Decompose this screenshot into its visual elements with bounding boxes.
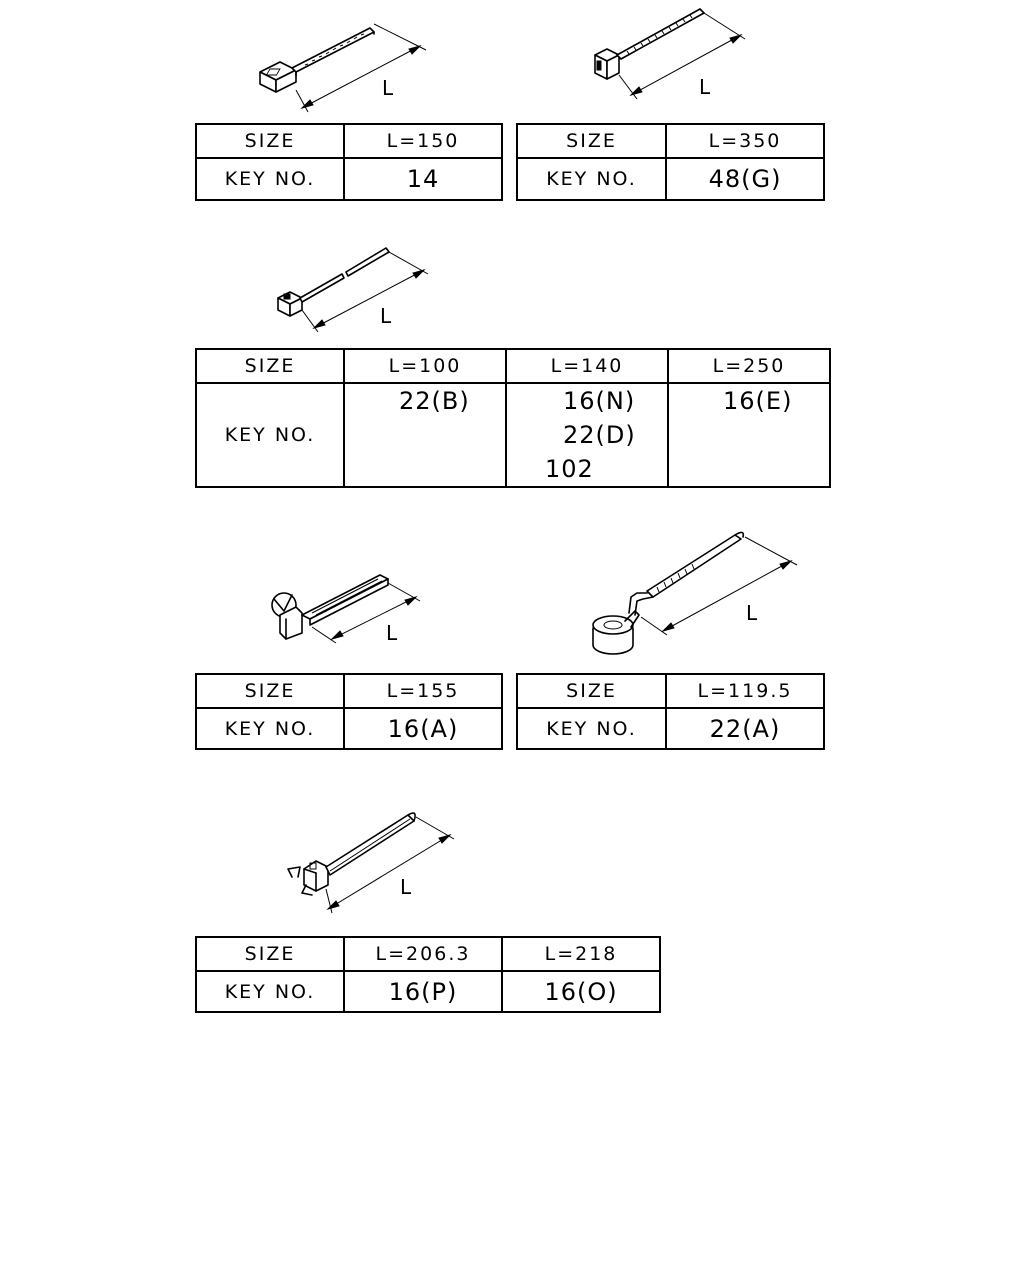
- key-no-value: 22(B): [399, 387, 470, 415]
- spec-table-4: [195, 673, 503, 750]
- size-value: L=350: [666, 124, 824, 158]
- size-value: L=119.5: [666, 674, 824, 708]
- cable-tie-drawing-3: [270, 240, 440, 340]
- spec-table-1: [195, 123, 503, 201]
- key-no-value: 14: [344, 158, 502, 200]
- key-no-value: 16(P): [344, 971, 502, 1012]
- spec-table-3: [195, 348, 831, 488]
- size-header: SIZE: [517, 124, 666, 158]
- size-value: L=250: [668, 349, 830, 383]
- key-no-header: KEY NO.: [196, 383, 344, 487]
- size-value: L=140: [506, 349, 668, 383]
- cable-tie-diagram-5: [585, 525, 805, 660]
- key-no-header: KEY NO.: [517, 708, 666, 749]
- cable-tie-drawing-1: [250, 10, 440, 120]
- cable-tie-diagram-3: [270, 240, 440, 340]
- key-no-value: 16(A): [344, 708, 502, 749]
- cable-tie-drawing-2: [585, 5, 760, 110]
- key-no-value: 16(O): [502, 971, 660, 1012]
- size-header: SIZE: [517, 674, 666, 708]
- size-header: SIZE: [196, 674, 344, 708]
- key-no-header: KEY NO.: [196, 708, 344, 749]
- dimension-label: L: [382, 76, 394, 100]
- cable-tie-diagram-6: [282, 805, 462, 920]
- size-header: SIZE: [196, 349, 344, 383]
- key-no-cell: [506, 383, 668, 487]
- cable-tie-diagram-2: [585, 5, 760, 110]
- key-no-value: 16(E): [723, 387, 793, 415]
- size-value: L=218: [502, 937, 660, 971]
- key-no-cell: [668, 383, 830, 487]
- spec-table-5: [516, 673, 825, 750]
- key-no-header: KEY NO.: [517, 158, 666, 200]
- size-value: L=206.3: [344, 937, 502, 971]
- spec-table-6: [195, 936, 661, 1013]
- dimension-label: L: [380, 304, 392, 328]
- size-value: L=100: [344, 349, 506, 383]
- spec-table-2: [516, 123, 825, 201]
- dimension-label: L: [746, 601, 758, 625]
- key-no-value: 48(G): [666, 158, 824, 200]
- size-value: L=155: [344, 674, 502, 708]
- key-no-value: 22(A): [666, 708, 824, 749]
- cable-tie-diagram-1: [250, 10, 440, 120]
- dimension-label: L: [699, 75, 711, 99]
- key-no-value: 102: [545, 455, 594, 483]
- cable-tie-drawing-4: [262, 565, 432, 655]
- size-header: SIZE: [196, 124, 344, 158]
- size-value: L=150: [344, 124, 502, 158]
- key-no-header: KEY NO.: [196, 971, 344, 1012]
- cable-tie-drawing-5: [585, 525, 805, 660]
- key-no-value: 22(D): [563, 421, 636, 449]
- dimension-label: L: [400, 875, 412, 899]
- key-no-value: 16(N): [563, 387, 636, 415]
- cable-tie-diagram-4: [262, 565, 432, 655]
- size-header: SIZE: [196, 937, 344, 971]
- cable-tie-drawing-6: [282, 805, 462, 920]
- key-no-cell: [344, 383, 506, 487]
- key-no-header: KEY NO.: [196, 158, 344, 200]
- dimension-label: L: [386, 621, 398, 645]
